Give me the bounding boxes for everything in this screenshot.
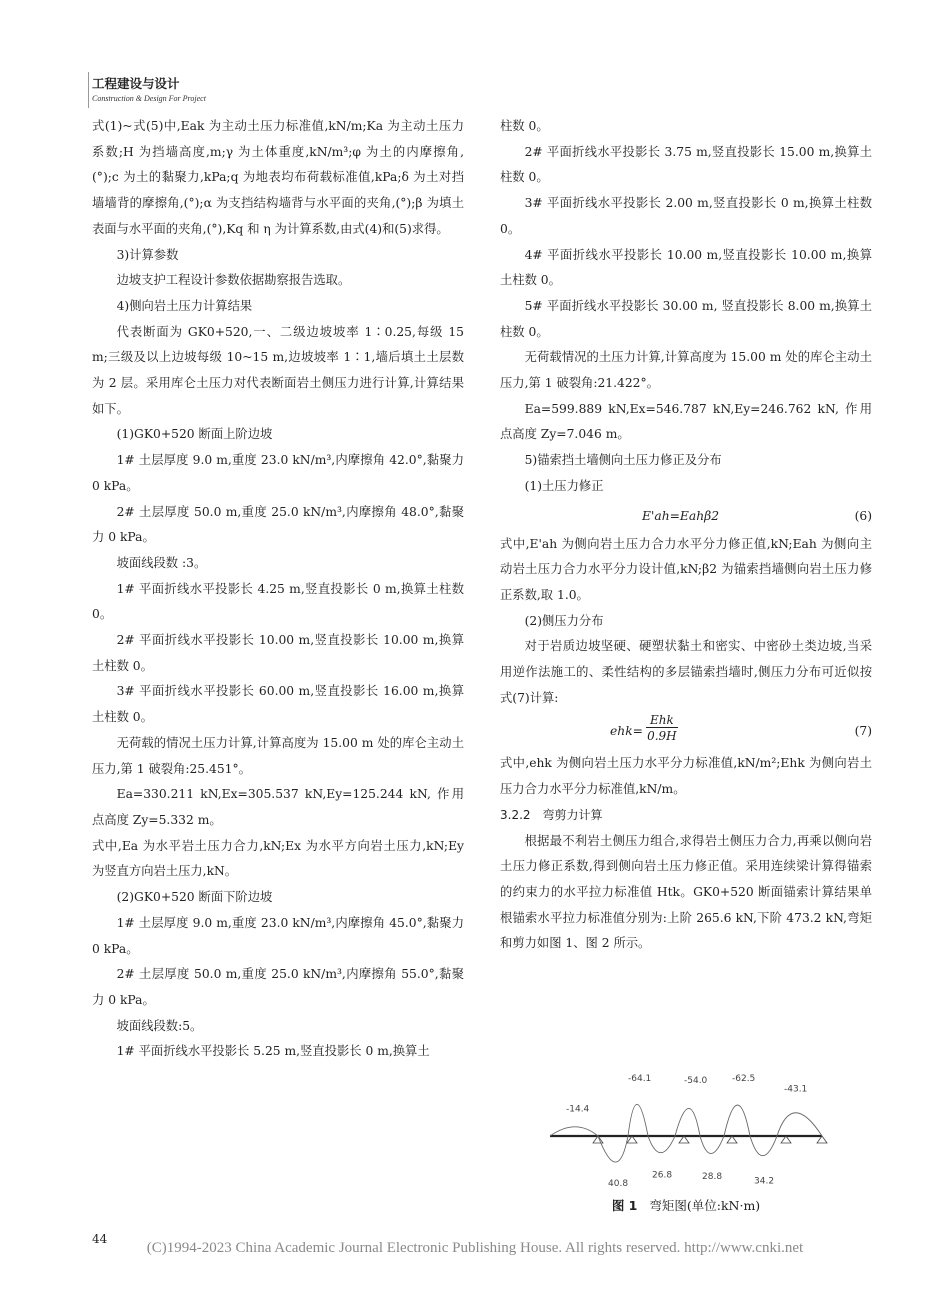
figure-label: 图 1 [611, 1198, 638, 1213]
paragraph: Ea=330.211 kN,Ex=305.537 kN,Ey=125.244 kN, 作用点高度 Zy=5.332 m。 [92, 787, 464, 827]
journal-header [92, 74, 206, 103]
paragraph: 代表断面为 GK0+520,一、二级边坡坡率 1∶0.25,每级 15 m;三级及以上边坡每级 10~15 m,边坡坡率 1∶1,墙后填土土层数为 2 层。采用库仑土压力对代表断面岩土侧压力进行计算,计算结果如下。 [92, 324, 464, 416]
equation-6 [500, 502, 872, 530]
paragraph: 柱数 0。 [500, 119, 549, 133]
moment-label: 28.8 [702, 1172, 723, 1183]
journal-title-cn: 工程建设与设计 [92, 76, 180, 91]
right-column [500, 114, 872, 957]
paragraph: 2# 土层厚度 50.0 m,重度 25.0 kN/m³,内摩擦角 55.0°,黏聚力 0 kPa。 [92, 967, 464, 1007]
paragraph: 5# 平面折线水平投影长 30.00 m, 竖直投影长 8.00 m,换算土柱数 0。 [500, 298, 872, 339]
paragraph: (2)GK0+520 断面下阶边坡 [116, 890, 273, 905]
paragraph: (1)土压力修正 [524, 478, 604, 493]
page-number: 44 [92, 1232, 108, 1246]
moment-label: -43.1 [784, 1084, 808, 1095]
paragraph: 1# 土层厚度 9.0 m,重度 23.0 kN/m³,内摩擦角 45.0°,黏聚力 0 kPa。 [92, 915, 464, 956]
left-column [92, 114, 464, 1065]
copyright-footer: (C)1994-2023 China Academic Journal Electronic Publishing House. All rights reserved. http://www.cnki.net [146, 1240, 804, 1256]
paragraph: 坡面线段数 :3。 [116, 555, 207, 570]
paragraph: 2# 土层厚度 50.0 m,重度 25.0 kN/m³,内摩擦角 48.0°,黏聚力 0 kPa。 [92, 504, 464, 545]
moment-curve [550, 1104, 822, 1162]
paragraph: 4# 平面折线水平投影长 10.00 m,竖直投影长 10.00 m,换算土柱数 0。 [500, 247, 872, 288]
paragraph: 3# 平面折线水平投影长 60.00 m,竖直投影长 16.00 m,换算土柱数 0。 [92, 684, 464, 725]
moment-label: -54.0 [684, 1075, 708, 1086]
moment-label: -62.5 [732, 1074, 756, 1084]
figure-caption [500, 1196, 872, 1214]
paragraph: 坡面线段数:5。 [116, 1018, 203, 1033]
paragraph: 1# 平面折线水平投影长 4.25 m,竖直投影长 0 m,换算土柱数 0。 [92, 581, 464, 622]
paragraph: 式中,E'ah 为侧向岩土压力合力水平分力修正值,kN;Eah 为侧向主动岩土压力合力水平分力设计值,kN;β2 为锚索挡墙侧向岩土压力修正系数,取 1.0。 [500, 536, 872, 602]
moment-diagram [540, 1072, 830, 1188]
equation-7-number: (7) [854, 724, 872, 739]
equation-6-body: E'ah=Eahβ2 [642, 508, 720, 523]
paragraph: 对于岩质边坡坚硬、硬塑状黏土和密实、中密砂土类边坡,当采用逆作法施工的、柔性结构的多层锚索挡墙时,侧压力分布可近似按式(7)计算: [500, 639, 872, 705]
paragraph: 根据最不利岩土侧压力组合,求得岩土侧压力合力,再乘以侧向岩土压力修正系数,得到侧向岩土压力修正值。采用连续梁计算得锚索的约束力的水平拉力标准值 Htk。GK0+520 断面锚索计算结果单根锚索水平拉力标准值分别为:上阶 265.6 kN,下阶 473.2 kN,弯矩和剪力如图 1、图 2 所示。 [500, 833, 872, 951]
paragraph: 无荷载的情况土压力计算,计算高度为 15.00 m 处的库仑主动土压力,第 1 破裂角:25.451°。 [92, 735, 464, 776]
equation-7 [500, 713, 872, 749]
equation-6-number: (6) [854, 508, 872, 523]
paragraph: 5)锚索挡土墙侧向土压力修正及分布 [524, 453, 722, 468]
paragraph: 4)侧向岩土压力计算结果 [116, 298, 253, 313]
paragraph: 无荷载情况的土压力计算,计算高度为 15.00 m 处的库仑主动土压力,第 1 破裂角:21.422°。 [500, 350, 872, 391]
figure-caption-text: 弯矩图(单位:kN·m) [649, 1198, 761, 1213]
paragraph: Ea=599.889 kN,Ex=546.787 kN,Ey=246.762 kN, 作用点高度 Zy=7.046 m。 [500, 401, 872, 442]
moment-label: -64.1 [628, 1074, 652, 1084]
paragraph: 式中,Ea 为水平岩土压力合力,kN;Ex 为水平方向岩土压力,kN;Ey 为竖直方向岩土压力,kN。 [92, 838, 464, 879]
paragraph: 2# 平面折线水平投影长 3.75 m,竖直投影长 15.00 m,换算土柱数 0。 [500, 144, 872, 185]
moment-label: 34.2 [754, 1176, 775, 1187]
section-heading: 3.2.2 弯剪力计算 [500, 807, 603, 822]
paragraph: 边坡支护工程设计参数依据勘察报告选取。 [116, 273, 351, 288]
paragraph: (2)侧压力分布 [524, 613, 604, 628]
moment-label: 40.8 [608, 1179, 629, 1188]
equation-7-numerator: Ehk [646, 713, 678, 728]
equation-7-lhs: ehk= [610, 724, 643, 739]
moment-label: 26.8 [652, 1170, 673, 1181]
paragraph: 1# 平面折线水平投影长 5.25 m,竖直投影长 0 m,换算土 [116, 1044, 430, 1059]
equation-7-denominator: 0.9H [647, 729, 677, 744]
header-divider [88, 72, 89, 108]
paragraph: 式中,ehk 为侧向岩土压力水平分力标准值,kN/m²;Ehk 为侧向岩土压力合力水平分力标准值,kN/m。 [500, 756, 872, 797]
equation-7-fraction [646, 713, 678, 744]
paragraph: 2# 平面折线水平投影长 10.00 m,竖直投影长 10.00 m,换算土柱数 0。 [92, 633, 464, 673]
paragraph: 式(1)~式(5)中,Eak 为主动土压力标准值,kN/m;Ka 为主动土压力系数;H 为挡墙高度,m;γ 为土体重度,kN/m³;φ 为土的内摩擦角,(°);c 为土的黏聚力,kPa;q 为地表均布荷载标准值,kPa;δ 为土对挡墙墙背的摩擦角,(°);α 为支挡结构墙背与水平面的夹角,(°);β 为填土表面与水平面的夹角,(°),Kq 和 η 为计算系数,由式(4)和(5)求得。 [92, 119, 464, 236]
paragraph: 3)计算参数 [116, 247, 179, 262]
paragraph: (1)GK0+520 断面上阶边坡 [116, 427, 273, 442]
paragraph: 3# 平面折线水平投影长 2.00 m,竖直投影长 0 m,换算土柱数 0。 [500, 196, 872, 236]
moment-label: -14.4 [566, 1104, 590, 1115]
paragraph: 1# 土层厚度 9.0 m,重度 23.0 kN/m³,内摩擦角 42.0°,黏聚力 0 kPa。 [92, 453, 464, 493]
journal-title-en: Construction & Design For Project [92, 94, 206, 103]
